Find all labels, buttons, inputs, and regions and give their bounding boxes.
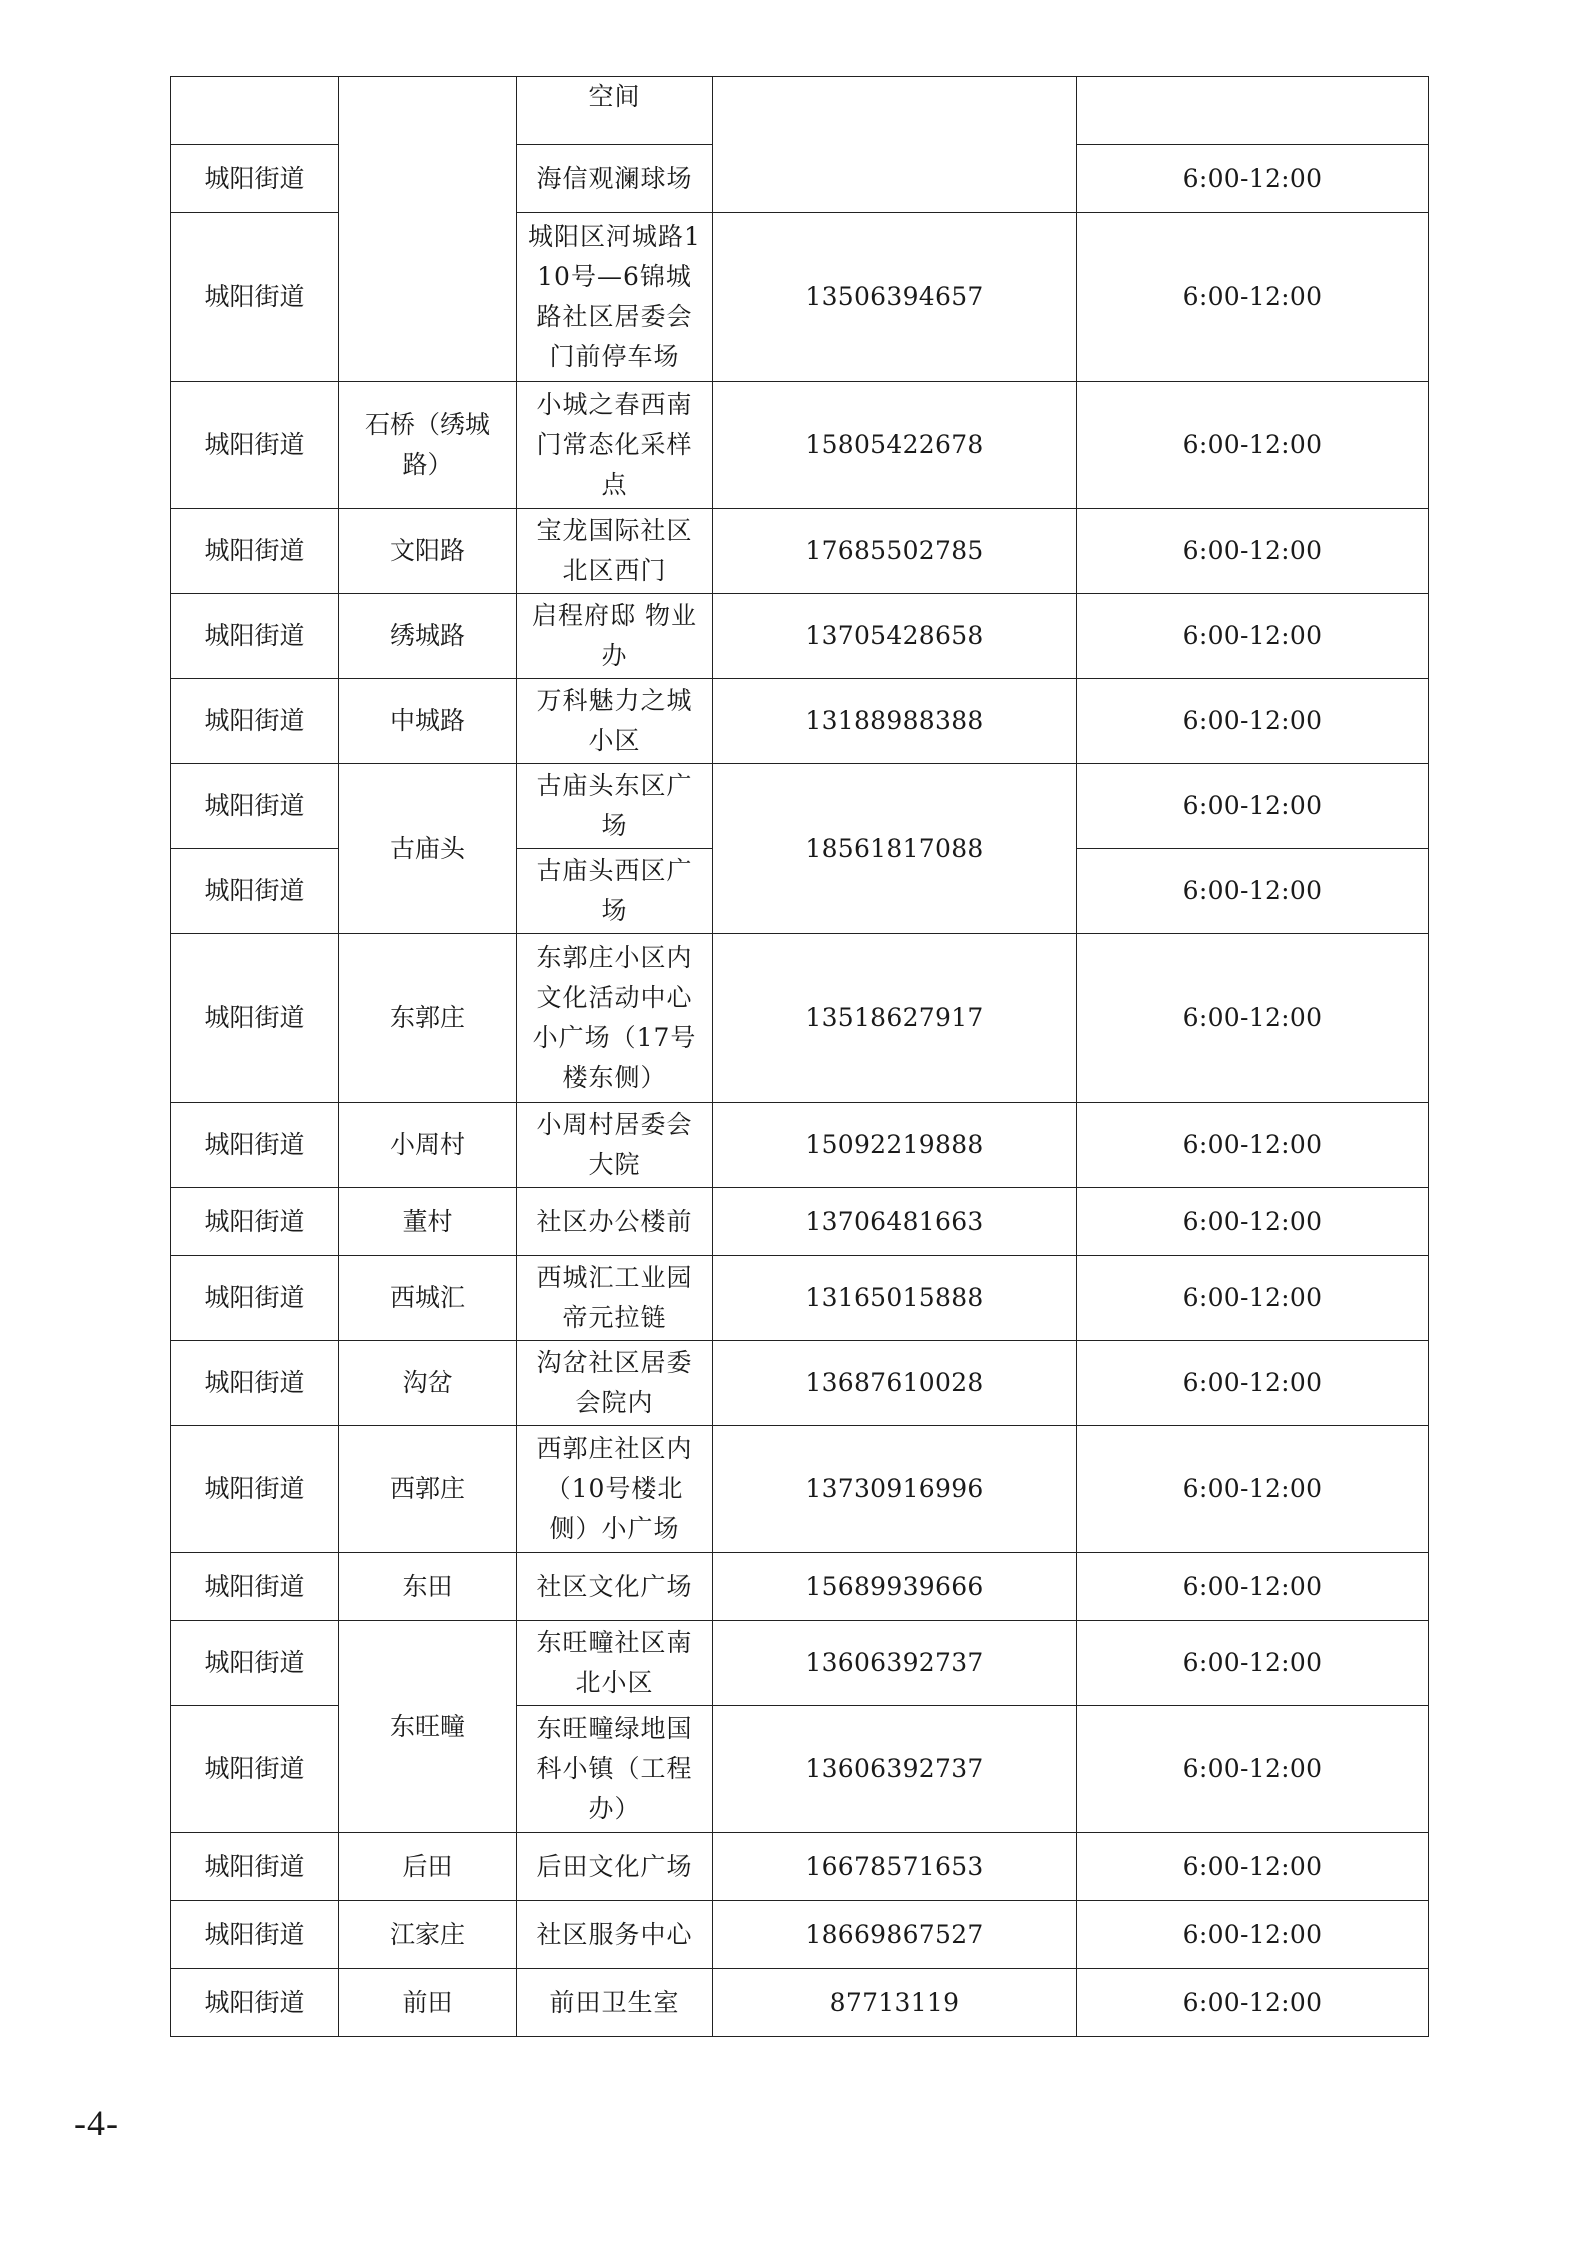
location-cell: 西城汇工业园帝元拉链 [517, 1256, 713, 1341]
street-cell: 城阳街道 [171, 679, 339, 764]
table-row [171, 1553, 1429, 1621]
location-cell: 社区办公楼前 [517, 1188, 713, 1256]
phone-cell [713, 77, 1077, 213]
location-cell: 东旺疃绿地国科小镇（工程办） [517, 1706, 713, 1833]
table-row [171, 509, 1429, 594]
phone-cell: 13705428658 [713, 594, 1077, 679]
community-cell: 中城路 [339, 679, 517, 764]
location-cell: 社区服务中心 [517, 1901, 713, 1969]
phone-cell: 13730916996 [713, 1426, 1077, 1553]
location-cell: 后田文化广场 [517, 1833, 713, 1901]
community-cell: 董村 [339, 1188, 517, 1256]
street-cell: 城阳街道 [171, 594, 339, 679]
street-cell: 城阳街道 [171, 1426, 339, 1553]
time-cell: 6:00-12:00 [1077, 509, 1429, 594]
street-cell: 城阳街道 [171, 1103, 339, 1188]
street-cell: 城阳街道 [171, 1706, 339, 1833]
time-cell: 6:00-12:00 [1077, 849, 1429, 934]
time-cell: 6:00-12:00 [1077, 1426, 1429, 1553]
time-cell: 6:00-12:00 [1077, 1188, 1429, 1256]
phone-cell: 13188988388 [713, 679, 1077, 764]
table-row [171, 764, 1429, 849]
table-row [171, 1621, 1429, 1706]
time-cell: 6:00-12:00 [1077, 213, 1429, 382]
community-cell [339, 77, 517, 382]
time-cell: 6:00-12:00 [1077, 1833, 1429, 1901]
phone-cell: 13506394657 [713, 213, 1077, 382]
community-cell: 江家庄 [339, 1901, 517, 1969]
table-row [171, 934, 1429, 1103]
location-cell: 小周村居委会大院 [517, 1103, 713, 1188]
location-cell: 西郭庄社区内（10号楼北侧）小广场 [517, 1426, 713, 1553]
street-cell: 城阳街道 [171, 1969, 339, 2037]
location-cell: 东旺疃社区南北小区 [517, 1621, 713, 1706]
time-cell: 6:00-12:00 [1077, 1341, 1429, 1426]
community-cell: 西郭庄 [339, 1426, 517, 1553]
table-row [171, 1188, 1429, 1256]
location-cell: 万科魅力之城小区 [517, 679, 713, 764]
time-cell: 6:00-12:00 [1077, 1706, 1429, 1833]
street-cell: 城阳街道 [171, 1188, 339, 1256]
community-cell: 后田 [339, 1833, 517, 1901]
community-cell: 文阳路 [339, 509, 517, 594]
community-cell: 东郭庄 [339, 934, 517, 1103]
phone-cell: 17685502785 [713, 509, 1077, 594]
phone-cell: 16678571653 [713, 1833, 1077, 1901]
community-cell: 小周村 [339, 1103, 517, 1188]
table-row [171, 594, 1429, 679]
location-cell: 空间 [517, 77, 713, 145]
table-row [171, 1833, 1429, 1901]
location-cell: 沟岔社区居委会院内 [517, 1341, 713, 1426]
page-number: -4- [74, 2103, 119, 2143]
location-cell: 海信观澜球场 [517, 145, 713, 213]
table-row [171, 1256, 1429, 1341]
location-cell: 前田卫生室 [517, 1969, 713, 2037]
street-cell: 城阳街道 [171, 1901, 339, 1969]
table-row [171, 1341, 1429, 1426]
community-cell: 前田 [339, 1969, 517, 2037]
location-cell: 古庙头东区广场 [517, 764, 713, 849]
phone-cell: 15689939666 [713, 1553, 1077, 1621]
street-cell: 城阳街道 [171, 1833, 339, 1901]
street-cell: 城阳街道 [171, 213, 339, 382]
time-cell: 6:00-12:00 [1077, 764, 1429, 849]
table-row [171, 679, 1429, 764]
sampling-sites-table [170, 76, 1429, 2037]
time-cell [1077, 77, 1429, 145]
phone-cell: 15092219888 [713, 1103, 1077, 1188]
community-cell: 东田 [339, 1553, 517, 1621]
street-cell: 城阳街道 [171, 934, 339, 1103]
street-cell: 城阳街道 [171, 764, 339, 849]
location-cell: 东郭庄小区内文化活动中心小广场（17号楼东侧） [517, 934, 713, 1103]
time-cell: 6:00-12:00 [1077, 934, 1429, 1103]
time-cell: 6:00-12:00 [1077, 145, 1429, 213]
community-cell: 东旺疃 [339, 1621, 517, 1833]
street-cell [171, 77, 339, 145]
community-cell: 石桥（绣城路） [339, 382, 517, 509]
phone-cell: 13518627917 [713, 934, 1077, 1103]
phone-cell: 13606392737 [713, 1621, 1077, 1706]
location-cell: 城阳区河城路110号—6锦城路社区居委会门前停车场 [517, 213, 713, 382]
table-row [171, 1901, 1429, 1969]
time-cell: 6:00-12:00 [1077, 1553, 1429, 1621]
location-cell: 社区文化广场 [517, 1553, 713, 1621]
street-cell: 城阳街道 [171, 1621, 339, 1706]
street-cell: 城阳街道 [171, 145, 339, 213]
street-cell: 城阳街道 [171, 382, 339, 509]
phone-cell: 18561817088 [713, 764, 1077, 934]
phone-cell: 18669867527 [713, 1901, 1077, 1969]
phone-cell: 87713119 [713, 1969, 1077, 2037]
location-cell: 小城之春西南门常态化采样点 [517, 382, 713, 509]
location-cell: 启程府邸 物业办 [517, 594, 713, 679]
community-cell: 绣城路 [339, 594, 517, 679]
street-cell: 城阳街道 [171, 849, 339, 934]
table-row [171, 1426, 1429, 1553]
time-cell: 6:00-12:00 [1077, 1969, 1429, 2037]
phone-cell: 13606392737 [713, 1706, 1077, 1833]
table-row [171, 1103, 1429, 1188]
time-cell: 6:00-12:00 [1077, 1901, 1429, 1969]
street-cell: 城阳街道 [171, 1256, 339, 1341]
phone-cell: 13165015888 [713, 1256, 1077, 1341]
phone-cell: 15805422678 [713, 382, 1077, 509]
community-cell: 西城汇 [339, 1256, 517, 1341]
community-cell: 沟岔 [339, 1341, 517, 1426]
location-cell: 宝龙国际社区北区西门 [517, 509, 713, 594]
table-row [171, 382, 1429, 509]
location-cell: 古庙头西区广场 [517, 849, 713, 934]
table-row [171, 77, 1429, 145]
street-cell: 城阳街道 [171, 1553, 339, 1621]
phone-cell: 13706481663 [713, 1188, 1077, 1256]
time-cell: 6:00-12:00 [1077, 1256, 1429, 1341]
street-cell: 城阳街道 [171, 1341, 339, 1426]
time-cell: 6:00-12:00 [1077, 1103, 1429, 1188]
table-row [171, 1969, 1429, 2037]
time-cell: 6:00-12:00 [1077, 679, 1429, 764]
street-cell: 城阳街道 [171, 509, 339, 594]
community-cell: 古庙头 [339, 764, 517, 934]
time-cell: 6:00-12:00 [1077, 1621, 1429, 1706]
phone-cell: 13687610028 [713, 1341, 1077, 1426]
time-cell: 6:00-12:00 [1077, 382, 1429, 509]
time-cell: 6:00-12:00 [1077, 594, 1429, 679]
